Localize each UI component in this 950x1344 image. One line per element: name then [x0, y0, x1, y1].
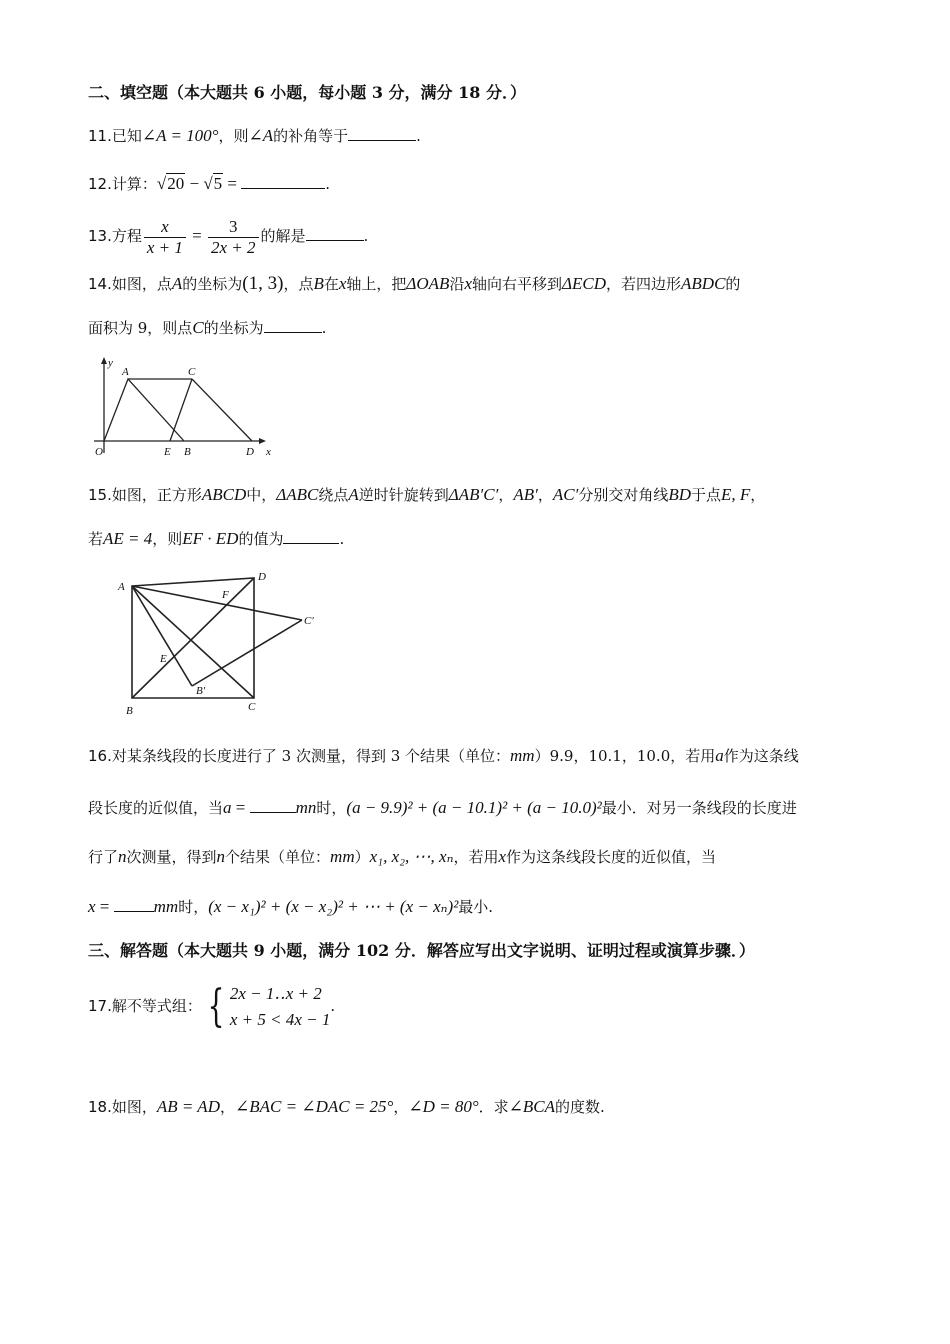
segment-AB1	[132, 586, 192, 686]
question-number: 15.	[88, 486, 112, 504]
answer-blank[interactable]	[250, 798, 296, 813]
label-F: F	[222, 589, 229, 601]
question-17	[88, 978, 335, 1034]
section-2-heading: 二、填空题（本大题共 6 小题，每小题 3 分，满分 18 分．）	[88, 83, 526, 102]
question-16-line-4	[88, 896, 493, 918]
math: (a − 9.9)² + (a − 10.1)² + (a − 10.0)²	[346, 798, 602, 817]
question-15	[88, 484, 765, 506]
text: 的值为	[238, 530, 284, 548]
question-number: 14.	[88, 275, 112, 293]
question-14	[88, 273, 740, 295]
text: 若	[88, 530, 104, 548]
text: 的补角等于	[273, 127, 349, 145]
segment-CD	[192, 379, 252, 441]
text: 沿	[449, 275, 465, 293]
question-number: 16.	[88, 747, 112, 765]
fraction	[208, 217, 259, 258]
text: 计算：	[111, 175, 157, 193]
math: A	[171, 274, 183, 293]
math: AC′	[552, 485, 579, 504]
question-11	[88, 125, 421, 147]
question-number: 17.	[88, 997, 112, 1015]
question-18	[88, 1096, 605, 1118]
text: 最小.	[458, 898, 494, 916]
label-B: B	[126, 705, 133, 717]
question-number: 13.	[88, 227, 112, 245]
text: 的解是	[260, 227, 306, 245]
math: C	[192, 318, 204, 337]
text: ，若用	[453, 848, 499, 866]
text: 轴向右平移到	[472, 275, 563, 293]
answer-blank[interactable]	[348, 126, 416, 141]
label-C: C	[188, 366, 196, 378]
math: =	[95, 897, 114, 916]
math: (1, 3)	[242, 273, 284, 294]
math: mm	[330, 847, 355, 866]
text: 绕点	[318, 486, 349, 504]
question-13	[88, 214, 368, 258]
text: 于点	[691, 486, 722, 504]
answer-blank[interactable]	[241, 174, 325, 189]
numerator: x	[144, 217, 186, 238]
answer-blank[interactable]	[306, 226, 364, 241]
text: .	[339, 530, 345, 548]
text: ，则	[218, 127, 249, 145]
text: 行了	[88, 848, 119, 866]
text: ，	[219, 1098, 235, 1116]
text: 轴上，把	[346, 275, 407, 293]
segment-B1C1	[192, 620, 302, 686]
text: 段长度的近似值，当	[88, 799, 224, 817]
math: AB′	[513, 485, 538, 504]
question-number: 11.	[88, 127, 112, 145]
question-number: 12.	[88, 175, 112, 193]
label-B: B	[184, 446, 191, 458]
label-D: D	[258, 571, 266, 583]
sqrt-sign: √	[156, 174, 167, 193]
math: mn	[295, 798, 317, 817]
label-x: x	[266, 446, 271, 458]
text: 逆时针旋转到	[358, 486, 449, 504]
answer-blank[interactable]	[114, 897, 154, 912]
text: 个结果（单位：	[225, 848, 331, 866]
text: 中，	[246, 486, 277, 504]
denominator: x + 1	[146, 237, 183, 257]
text: 的度数.	[555, 1098, 605, 1116]
text: 已知	[111, 127, 142, 145]
text: .	[321, 319, 327, 337]
text: 分别交对角线	[578, 486, 669, 504]
inequality-1: 2x − 1‥x + 2	[229, 984, 322, 1003]
math: x	[88, 897, 96, 916]
math: x	[464, 274, 473, 293]
math: ∠BAC = ∠DAC = 25°	[235, 1097, 394, 1116]
math: mm	[153, 897, 179, 916]
math: ΔABC	[276, 485, 319, 504]
text: ．求	[478, 1098, 509, 1116]
text: 次测量，得到	[126, 848, 217, 866]
text: ，则	[152, 530, 183, 548]
text: 方程	[111, 227, 142, 245]
text: 的坐标为	[203, 319, 264, 337]
radicand: 20	[167, 174, 185, 193]
label-E: E	[164, 446, 171, 458]
math: =	[187, 226, 206, 245]
math: n	[118, 847, 127, 866]
question-number: 18.	[88, 1098, 112, 1116]
text: 的	[725, 275, 741, 293]
math: x	[338, 274, 347, 293]
text: 对某条线段的长度进行了 3 次测量，得到 3 个结果（单位：	[111, 747, 511, 765]
x-arrow-icon	[259, 438, 266, 444]
text: ）	[354, 848, 370, 866]
question-14-line-2	[88, 317, 326, 339]
question-16	[88, 745, 799, 767]
text: 作为这条线	[723, 747, 799, 765]
triangle-OAB	[104, 379, 184, 441]
sqrt-sign: √	[203, 174, 213, 193]
math: x₁, x₂, ⋯, xₙ	[369, 847, 454, 866]
label-y: y	[108, 357, 113, 369]
text: .	[363, 227, 369, 245]
math: =	[223, 174, 242, 193]
text: 时，	[178, 898, 209, 916]
math: EF · ED	[182, 529, 239, 548]
question-16-line-3	[88, 846, 716, 868]
answer-blank[interactable]	[264, 318, 322, 333]
numerator: 3	[208, 217, 259, 238]
inequality-2: x + 5 < 4x − 1	[229, 1010, 331, 1029]
math: ABDC	[681, 274, 726, 293]
text: 如图，	[111, 1098, 157, 1116]
answer-blank[interactable]	[283, 529, 339, 544]
math: x	[498, 847, 507, 866]
text: 面积为 9，则点	[88, 319, 193, 337]
math: (x − x₁)² + (x − x₂)² + ⋯ + (x − xₙ)²	[208, 897, 459, 916]
math: A	[348, 485, 359, 504]
text: .	[325, 175, 331, 193]
text: 如图，点	[111, 275, 172, 293]
math: ∠BCA	[508, 1097, 556, 1116]
inequality-system	[230, 981, 331, 1033]
math: ∠A	[248, 126, 274, 145]
text: ，	[498, 486, 514, 504]
math: a	[223, 798, 232, 817]
question-15-line-2	[88, 528, 344, 550]
text: .	[330, 997, 336, 1015]
math: ΔAB′C′	[448, 485, 499, 504]
math: E, F	[721, 485, 751, 504]
text: 最小．对另一条线段的长度进	[601, 799, 797, 817]
section-3-heading: 三、解答题（本大题共 9 小题，满分 102 分．解答应写出文字说明、证明过程或演算步骤．）	[88, 941, 755, 960]
math: −	[185, 174, 204, 193]
text: ，	[393, 1098, 409, 1116]
math: ∠D = 80°	[408, 1097, 479, 1116]
label-C1: C′	[304, 615, 314, 627]
text: 的坐标为	[182, 275, 243, 293]
left-brace: {	[207, 981, 225, 1032]
label-O: O	[95, 446, 103, 458]
label-E: E	[160, 653, 167, 665]
y-arrow-icon	[101, 357, 107, 364]
diagonal-AC	[132, 586, 254, 698]
text: 如图，正方形	[111, 486, 202, 504]
label-A: A	[118, 581, 125, 593]
math: ∠A = 100°	[141, 126, 219, 145]
denominator: 2x + 2	[211, 237, 256, 257]
math: AB = AD	[156, 1097, 220, 1116]
text: 解不等式组：	[111, 997, 202, 1015]
text: ，	[537, 486, 553, 504]
label-D: D	[246, 446, 254, 458]
math: =	[231, 798, 250, 817]
math: BD	[668, 485, 691, 504]
segment-CE	[170, 379, 192, 441]
math: AE = 4	[103, 529, 153, 548]
text: 作为这条线段长度的近似值，当	[506, 848, 717, 866]
text: .	[416, 127, 421, 145]
diagonal-BD	[132, 578, 254, 698]
figure-15	[112, 566, 332, 724]
text: ，若四边形	[606, 275, 682, 293]
question-16-line-2	[88, 797, 797, 819]
math: mm	[510, 746, 535, 765]
label-C: C	[248, 701, 256, 713]
fraction	[144, 217, 186, 258]
label-B1: B′	[196, 685, 206, 697]
text: ，点	[283, 275, 314, 293]
math: B	[313, 274, 324, 293]
text: ，	[750, 486, 766, 504]
figure-14	[88, 355, 288, 463]
text: 时，	[316, 799, 347, 817]
question-12	[88, 173, 330, 195]
math: ABCD	[201, 485, 247, 504]
text: 在	[323, 275, 339, 293]
math: ΔECD	[562, 274, 607, 293]
math: a	[715, 746, 724, 765]
radicand: 5	[213, 174, 223, 193]
math: n	[216, 847, 226, 866]
text: ）9.9，10.1，10.0，若用	[534, 747, 716, 765]
label-A: A	[122, 366, 129, 378]
math: ΔOAB	[406, 274, 450, 293]
